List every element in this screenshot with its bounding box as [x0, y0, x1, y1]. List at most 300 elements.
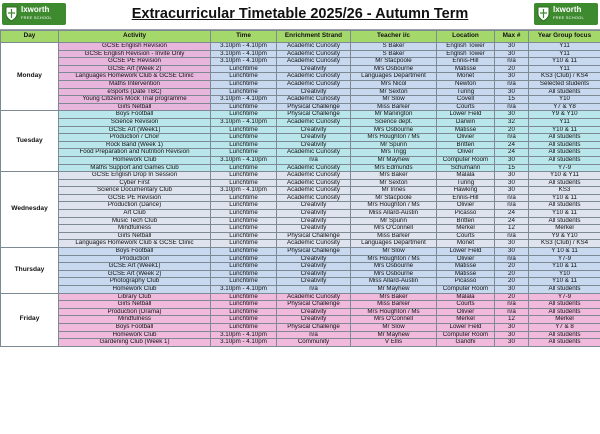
cell-location: Matisse — [437, 263, 495, 271]
cell-time: Lunchtime — [211, 240, 277, 248]
day-label: Friday — [1, 293, 59, 346]
cell-max: 15 — [495, 164, 529, 172]
cell-activity: Girls Netball — [59, 301, 211, 309]
table-row — [1, 194, 600, 202]
cell-location: Turing — [437, 179, 495, 187]
table-row — [1, 187, 600, 195]
cell-max: 20 — [495, 126, 529, 134]
timetable-table — [0, 30, 600, 347]
cell-time: Lunchtime — [211, 210, 277, 218]
cell-max: 30 — [495, 179, 529, 187]
cell-activity: GCSE Art (Week 2) — [59, 65, 211, 73]
cell-strand: Academic Curiosity — [277, 179, 351, 187]
cell-teacher: Mrs Houghton / Ms — [351, 202, 437, 210]
cell-activity: Girls Netball — [59, 232, 211, 240]
cell-time: 3.10pm - 4.10pm — [211, 96, 277, 104]
cell-time: Lunchtime — [211, 134, 277, 142]
cell-location: Courts — [437, 301, 495, 309]
cell-time: Lunchtime — [211, 126, 277, 134]
cell-teacher: Mrs Baker — [351, 293, 437, 301]
cell-time: Lunchtime — [211, 248, 277, 256]
table-row — [1, 232, 600, 240]
cell-max: n/a — [495, 194, 529, 202]
table-row — [1, 308, 600, 316]
cell-strand: Creativity — [277, 210, 351, 218]
cell-location: Computer Room — [437, 286, 495, 294]
cell-max: 30 — [495, 248, 529, 256]
cell-teacher: Languages Department — [351, 240, 437, 248]
cell-location: Courts — [437, 232, 495, 240]
cell-max: 12 — [495, 225, 529, 233]
cell-teacher: Mr Sexton — [351, 88, 437, 96]
cell-teacher: Mr Mayhew — [351, 156, 437, 164]
cell-teacher: Mr Manington — [351, 111, 437, 119]
cell-location: English Tower — [437, 50, 495, 58]
cell-activity: Production — [59, 255, 211, 263]
table-row — [1, 126, 600, 134]
cell-activity: GCSE PE Revision — [59, 194, 211, 202]
table-row — [1, 240, 600, 248]
cell-time: Lunchtime — [211, 164, 277, 172]
cell-year-group: KS3 (Club) / KS4 — [529, 73, 600, 81]
cell-location: Newton — [437, 80, 495, 88]
cell-teacher: Mrs Houghton / Ms — [351, 255, 437, 263]
cell-teacher: Science dept. — [351, 118, 437, 126]
cell-strand: n/a — [277, 156, 351, 164]
cell-year-group: Y10 — [529, 96, 600, 104]
cell-location: Merkel — [437, 225, 495, 233]
cell-max: n/a — [495, 58, 529, 66]
table-row — [1, 323, 600, 331]
cell-teacher: Mr Stacpoole — [351, 58, 437, 66]
cell-activity: Rock Band (Week 1) — [59, 141, 211, 149]
cell-teacher: Mrs Osbourne — [351, 126, 437, 134]
table-row — [1, 339, 600, 347]
cell-location: Matisse — [437, 126, 495, 134]
cell-location: Ennis-Hill — [437, 58, 495, 66]
table-row — [1, 43, 600, 51]
cell-activity: GCSE English Revision — [59, 43, 211, 51]
title-bar — [0, 0, 600, 30]
cell-location: Picasso — [437, 210, 495, 218]
logo-name-right: Ixworth — [553, 5, 582, 14]
cell-strand: Creativity — [277, 316, 351, 324]
cell-teacher: Mr Spurin — [351, 141, 437, 149]
cell-year-group: Y7-9 — [529, 255, 600, 263]
cell-year-group: Merkel — [529, 225, 600, 233]
cell-strand: Creativity — [277, 126, 351, 134]
cell-activity: Mindfulness — [59, 316, 211, 324]
cell-max: 15 — [495, 96, 529, 104]
cell-location: Oliver — [437, 149, 495, 157]
day-label: Monday — [1, 43, 59, 111]
cell-year-group: All students — [529, 331, 600, 339]
cell-year-group: All students — [529, 286, 600, 294]
cell-time: 3.10pm - 4.10pm — [211, 43, 277, 51]
table-row — [1, 149, 600, 157]
cell-year-group: Y10 & 11 — [529, 263, 600, 271]
cell-teacher: Miss Allard-Austin — [351, 210, 437, 218]
cell-time: Lunchtime — [211, 194, 277, 202]
cell-location: Lower Field — [437, 248, 495, 256]
cell-activity: GCSE Art (Week1) — [59, 263, 211, 271]
cell-time: Lunchtime — [211, 80, 277, 88]
cell-teacher: Mrs Baker — [351, 172, 437, 180]
cell-teacher: Mrs Houghton / Ms — [351, 308, 437, 316]
table-row — [1, 103, 600, 111]
cell-location: Lower Field — [437, 323, 495, 331]
cell-year-group: All students — [529, 308, 600, 316]
cell-activity: Boys Football — [59, 248, 211, 256]
cell-teacher: Mrs Trigg — [351, 149, 437, 157]
table-row — [1, 141, 600, 149]
cell-strand: Creativity — [277, 270, 351, 278]
cell-year-group: Y10 & 11 — [529, 278, 600, 286]
cell-max: n/a — [495, 255, 529, 263]
cell-max: 30 — [495, 339, 529, 347]
cell-year-group: All students — [529, 156, 600, 164]
cell-teacher: Mrs Osbourne — [351, 65, 437, 73]
school-logo-right — [534, 3, 598, 25]
cell-teacher: Mr Mayhew — [351, 286, 437, 294]
cell-time: Lunchtime — [211, 141, 277, 149]
table-row — [1, 255, 600, 263]
cell-max: 30 — [495, 156, 529, 164]
cell-strand: Academic Curiosity — [277, 240, 351, 248]
cell-strand: n/a — [277, 286, 351, 294]
cell-teacher: Mrs Houghton / Ms — [351, 134, 437, 142]
cell-time: Lunchtime — [211, 103, 277, 111]
cell-time: Lunchtime — [211, 172, 277, 180]
table-row — [1, 202, 600, 210]
page-title: Extracurricular Timetable 2025/26 - Autumn Term — [131, 6, 469, 22]
cell-year-group: KS3 (Club) / KS4 — [529, 240, 600, 248]
cell-max: 12 — [495, 316, 529, 324]
cell-time: Lunchtime — [211, 73, 277, 81]
table-row — [1, 164, 600, 172]
cell-location: Matisse — [437, 270, 495, 278]
column-header-activity: Activity — [59, 31, 211, 43]
cell-location: English Tower — [437, 43, 495, 51]
cell-location: Malala — [437, 172, 495, 180]
cell-location: Computer Room — [437, 331, 495, 339]
table-row — [1, 65, 600, 73]
cell-location: Gandhi — [437, 339, 495, 347]
cell-teacher: Mrs Nicol — [351, 80, 437, 88]
table-row — [1, 58, 600, 66]
cell-year-group: All students — [529, 134, 600, 142]
cell-year-group: Y9 & Y10 — [529, 111, 600, 119]
cell-max: 20 — [495, 293, 529, 301]
school-logo-left — [2, 3, 66, 25]
cell-year-group: Y 10 & 11 — [529, 248, 600, 256]
cell-location: Lower Field — [437, 111, 495, 119]
cell-strand: Academic Curiosity — [277, 43, 351, 51]
day-label: Tuesday — [1, 111, 59, 172]
cell-year-group: All students — [529, 202, 600, 210]
cell-time: Lunchtime — [211, 232, 277, 240]
table-row — [1, 210, 600, 218]
cell-strand: Physical Challenge — [277, 111, 351, 119]
cell-time: Lunchtime — [211, 293, 277, 301]
cell-location: Darwin — [437, 118, 495, 126]
cell-location: Olivier — [437, 255, 495, 263]
cell-activity: Mindfulness — [59, 225, 211, 233]
cell-activity: Science Documentary Club — [59, 187, 211, 195]
table-row — [1, 156, 600, 164]
cell-time: 3.10pm - 4.10pm — [211, 187, 277, 195]
cell-location: Hawking — [437, 187, 495, 195]
cell-activity: Maths Intervention — [59, 80, 211, 88]
cell-year-group: Selected students — [529, 80, 600, 88]
cell-time: Lunchtime — [211, 270, 277, 278]
cell-strand: Academic Curiosity — [277, 80, 351, 88]
cell-strand: Physical Challenge — [277, 248, 351, 256]
cell-year-group: All students — [529, 141, 600, 149]
cell-time: Lunchtime — [211, 301, 277, 309]
cell-time: Lunchtime — [211, 323, 277, 331]
cell-location: Malala — [437, 293, 495, 301]
cell-activity: Production / Choir — [59, 134, 211, 142]
cell-max: 30 — [495, 50, 529, 58]
cell-location: Olivier — [437, 308, 495, 316]
cell-strand: Creativity — [277, 263, 351, 271]
cell-location: Turing — [437, 88, 495, 96]
cell-year-group: All students — [529, 301, 600, 309]
cell-teacher: Miss Barker — [351, 103, 437, 111]
table-row — [1, 278, 600, 286]
cell-activity: Languages Homework Club & GCSE Clinic — [59, 240, 211, 248]
cell-year-group: Y10 & 11 — [529, 194, 600, 202]
cell-teacher: S Baker — [351, 43, 437, 51]
cell-max: n/a — [495, 308, 529, 316]
cell-strand: Creativity — [277, 141, 351, 149]
cell-teacher: Mrs Osbourne — [351, 270, 437, 278]
cell-strand: Academic Curiosity — [277, 58, 351, 66]
cell-activity: Boys Football — [59, 111, 211, 119]
cell-teacher: Mr Slow — [351, 248, 437, 256]
shield-icon — [537, 6, 550, 22]
cell-max: 32 — [495, 118, 529, 126]
table-row — [1, 111, 600, 119]
cell-teacher: Mrs O'Connell — [351, 225, 437, 233]
column-header-max: Max # — [495, 31, 529, 43]
cell-time: Lunchtime — [211, 111, 277, 119]
cell-activity: Gardening Club (Week 1) — [59, 339, 211, 347]
cell-strand: Academic Curiosity — [277, 164, 351, 172]
cell-strand: Creativity — [277, 65, 351, 73]
cell-time: 3.10pm - 4.10pm — [211, 50, 277, 58]
table-row — [1, 80, 600, 88]
cell-activity: Food Preparation and Nutrition Revision — [59, 149, 211, 157]
cell-time: Lunchtime — [211, 308, 277, 316]
cell-location: Picasso — [437, 278, 495, 286]
cell-max: 30 — [495, 43, 529, 51]
cell-max: 30 — [495, 111, 529, 119]
column-header-time: Time — [211, 31, 277, 43]
cell-strand: Academic Curiosity — [277, 194, 351, 202]
table-row — [1, 301, 600, 309]
table-row — [1, 50, 600, 58]
column-header-location: Location — [437, 31, 495, 43]
cell-activity: Maths Support and Games Club — [59, 164, 211, 172]
cell-strand: Academic Curiosity — [277, 187, 351, 195]
logo-sub-left: FREE SCHOOL — [21, 15, 52, 20]
cell-max: n/a — [495, 103, 529, 111]
cell-teacher: Mrs Edmunds — [351, 164, 437, 172]
cell-year-group: All students — [529, 339, 600, 347]
cell-strand: Academic Curiosity — [277, 50, 351, 58]
cell-time: Lunchtime — [211, 225, 277, 233]
cell-strand: Academic Curiosity — [277, 293, 351, 301]
shield-icon — [5, 6, 18, 22]
cell-strand: Creativity — [277, 202, 351, 210]
cell-year-group: Y10 & 11 — [529, 126, 600, 134]
cell-year-group: Y11 — [529, 50, 600, 58]
cell-strand: Physical Challenge — [277, 301, 351, 309]
cell-activity: Girls Netball — [59, 103, 211, 111]
cell-location: Ennis-Hill — [437, 194, 495, 202]
cell-max: 30 — [495, 187, 529, 195]
table-row — [1, 88, 600, 96]
cell-teacher: Mr Stacpoole — [351, 194, 437, 202]
cell-activity: GCSE Art (Week1) — [59, 126, 211, 134]
cell-strand: Academic Curiosity — [277, 118, 351, 126]
cell-max: 30 — [495, 240, 529, 248]
column-header-enrichment-strand: Enrichment Strand — [277, 31, 351, 43]
cell-activity: Production (Dance) — [59, 202, 211, 210]
cell-location: Britten — [437, 141, 495, 149]
day-label: Thursday — [1, 248, 59, 294]
cell-time: 3.10pm - 4.10pm — [211, 286, 277, 294]
table-row — [1, 96, 600, 104]
cell-max: 30 — [495, 172, 529, 180]
table-row — [1, 225, 600, 233]
column-header-teacher: Teacher i/c — [351, 31, 437, 43]
table-row — [1, 118, 600, 126]
cell-location: Monet — [437, 73, 495, 81]
table-row — [1, 248, 600, 256]
column-header-day: Day — [1, 31, 59, 43]
cell-year-group: Y7 & Y8 — [529, 103, 600, 111]
cell-max: 30 — [495, 286, 529, 294]
cell-activity: eSports (Date TBC) — [59, 88, 211, 96]
cell-max: 20 — [495, 263, 529, 271]
cell-activity: Homework Club — [59, 156, 211, 164]
cell-year-group: Y7-9 — [529, 164, 600, 172]
cell-activity: Homework Club — [59, 286, 211, 294]
table-row — [1, 172, 600, 180]
table-row — [1, 217, 600, 225]
cell-activity: Photography Club — [59, 278, 211, 286]
cell-teacher: Mr Sexton — [351, 179, 437, 187]
cell-max: n/a — [495, 301, 529, 309]
cell-max: 20 — [495, 278, 529, 286]
cell-max: 30 — [495, 73, 529, 81]
cell-time: 3.10pm - 4.10pm — [211, 58, 277, 66]
cell-activity: Art Club — [59, 210, 211, 218]
table-row — [1, 286, 600, 294]
cell-strand: Physical Challenge — [277, 103, 351, 111]
cell-activity: GCSE PE Revision — [59, 58, 211, 66]
cell-location: Olivier — [437, 202, 495, 210]
cell-time: 3.10pm - 4.10pm — [211, 156, 277, 164]
cell-year-group: Y11 — [529, 43, 600, 51]
cell-strand: Community — [277, 339, 351, 347]
cell-max: 24 — [495, 217, 529, 225]
table-row — [1, 270, 600, 278]
table-row — [1, 134, 600, 142]
cell-time: 3.10pm - 4.10pm — [211, 339, 277, 347]
cell-max: 20 — [495, 270, 529, 278]
cell-location: Monet — [437, 240, 495, 248]
cell-max: 24 — [495, 149, 529, 157]
cell-year-group: Y11 — [529, 65, 600, 73]
cell-location: Matisse — [437, 65, 495, 73]
cell-time: Lunchtime — [211, 88, 277, 96]
table-header — [1, 31, 600, 43]
cell-activity: Homework Club — [59, 331, 211, 339]
cell-strand: Creativity — [277, 225, 351, 233]
cell-location: Merkel — [437, 316, 495, 324]
cell-strand: Academic Curiosity — [277, 73, 351, 81]
cell-max: n/a — [495, 80, 529, 88]
cell-teacher: Mrs O'Connell — [351, 316, 437, 324]
logo-name-left: Ixworth — [21, 5, 50, 14]
cell-activity: Languages Homework Club & GCSE Clinic — [59, 73, 211, 81]
cell-time: Lunchtime — [211, 278, 277, 286]
cell-activity: Library Club — [59, 293, 211, 301]
cell-year-group: All students — [529, 217, 600, 225]
cell-activity: Music Tech Club — [59, 217, 211, 225]
cell-time: Lunchtime — [211, 316, 277, 324]
cell-year-group: Y9 & Y10 — [529, 232, 600, 240]
cell-year-group: Y10 & Y11 — [529, 172, 600, 180]
cell-activity: Boys Football — [59, 323, 211, 331]
cell-teacher: Miss Allard-Austin — [351, 278, 437, 286]
cell-location: Computer Room — [437, 156, 495, 164]
cell-year-group: Y7-9 — [529, 293, 600, 301]
cell-max: 20 — [495, 65, 529, 73]
table-body — [1, 43, 600, 347]
day-label: Wednesday — [1, 172, 59, 248]
cell-activity: Young Citizens Mock Trial programme — [59, 96, 211, 104]
cell-time: Lunchtime — [211, 202, 277, 210]
cell-year-group: Merkel — [529, 316, 600, 324]
cell-max: 24 — [495, 210, 529, 218]
cell-activity: GCSE English Revision - Invite Only — [59, 50, 211, 58]
cell-activity: GCSE Art (Week 2) — [59, 270, 211, 278]
cell-year-group: Y7 & 8 — [529, 323, 600, 331]
cell-strand: Creativity — [277, 134, 351, 142]
cell-teacher: Mrs Osbourne — [351, 263, 437, 271]
cell-max: 24 — [495, 141, 529, 149]
cell-max: 30 — [495, 88, 529, 96]
cell-max: n/a — [495, 232, 529, 240]
cell-activity: Production (Drama) — [59, 308, 211, 316]
cell-teacher: Mr Innes — [351, 187, 437, 195]
cell-time: Lunchtime — [211, 255, 277, 263]
table-row — [1, 331, 600, 339]
cell-year-group: KS3 — [529, 187, 600, 195]
cell-strand: Physical Challenge — [277, 232, 351, 240]
cell-time: Lunchtime — [211, 217, 277, 225]
cell-strand: Creativity — [277, 255, 351, 263]
cell-year-group: All students — [529, 149, 600, 157]
cell-teacher: Mr Spurin — [351, 217, 437, 225]
cell-year-group: Y10 & 11 — [529, 58, 600, 66]
cell-year-group: Y10 — [529, 270, 600, 278]
